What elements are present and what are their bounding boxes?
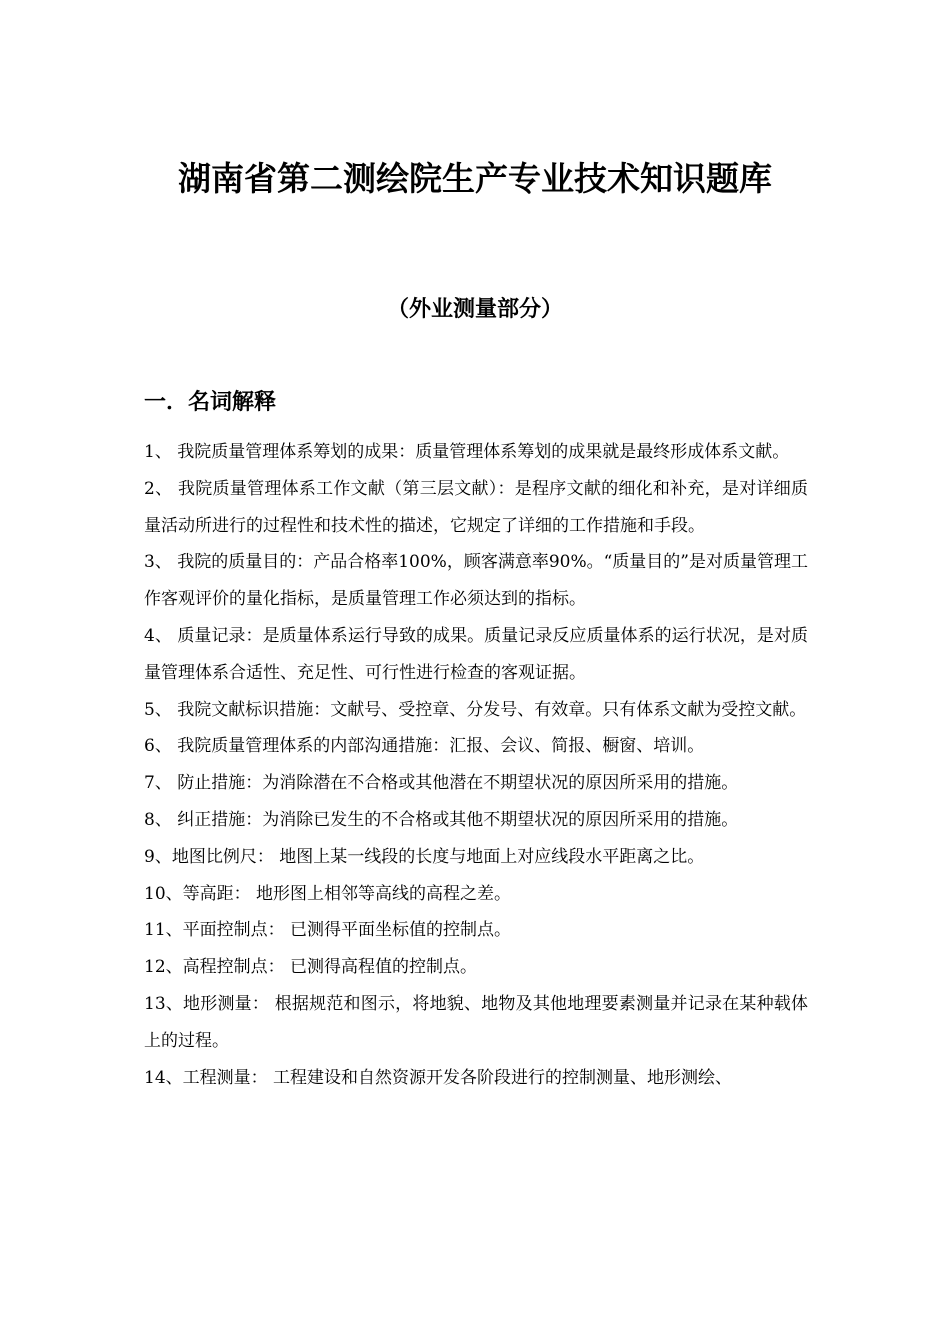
definition-item-1: 1、 我院质量管理体系筹划的成果：质量管理体系筹划的成果就是最终形成体系文献。 — [144, 442, 790, 462]
definition-item-6: 6、 我院质量管理体系的内部沟通措施：汇报、会议、简报、橱窗、培训。 — [144, 736, 705, 757]
section-heading: 一．名词解释 — [144, 390, 277, 415]
definition-item-2: 2、 我院质量管理体系工作文献（第三层文献）：是程序文献的细化和补充，是对详细质量活动所进行的过程性和技术性的描述，它规定了详细的工作措施和手段。 — [144, 478, 808, 536]
document-title: 湖南省第二测绘院生产专业技术知识题库 — [178, 159, 772, 198]
definition-item-5: 5、 我院文献标识措施：文献号、受控章、分发号、有效章。只有体系文献为受控文献。 — [144, 699, 807, 720]
definition-item-3: 3、 我院的质量目的：产品合格率100%，顾客满意率90%。“质量目的”是对质量管理工作客观评价的量化指标，是质量管理工作必须达到的指标。 — [144, 552, 808, 610]
definition-item-11: 11、平面控制点： 已测得平面坐标值的控制点。 — [144, 920, 512, 941]
definition-item-4: 4、 质量记录：是质量体系运行导致的成果。质量记录反应质量体系的运行状况，是对质量管理体系合适性、充足性、可行性进行检查的客观证据。 — [144, 625, 808, 683]
definitions-list — [144, 434, 808, 1096]
document-subtitle: （外业测量部分） — [386, 297, 563, 322]
definition-item-7: 7、 防止措施：为消除潜在不合格或其他潜在不期望状况的原因所采用的措施。 — [144, 773, 739, 794]
definition-item-9: 9、地图比例尺： 地图上某一线段的长度与地面上对应线段水平距离之比。 — [144, 846, 705, 867]
definition-item-13: 13、地形测量： 根据规范和图示，将地貌、地物及其他地理要素测量并记录在某种载体上的过程。 — [144, 993, 808, 1051]
definition-item-8: 8、 纠正措施：为消除已发生的不合格或其他不期望状况的原因所采用的措施。 — [144, 809, 739, 830]
definition-item-10: 10、等高距： 地形图上相邻等高线的高程之差。 — [144, 883, 512, 904]
definition-item-12: 12、高程控制点： 已测得高程值的控制点。 — [144, 957, 478, 978]
definition-item-14: 14、工程测量： 工程建设和自然资源开发各阶段进行的控制测量、地形测绘、 — [144, 1067, 733, 1088]
